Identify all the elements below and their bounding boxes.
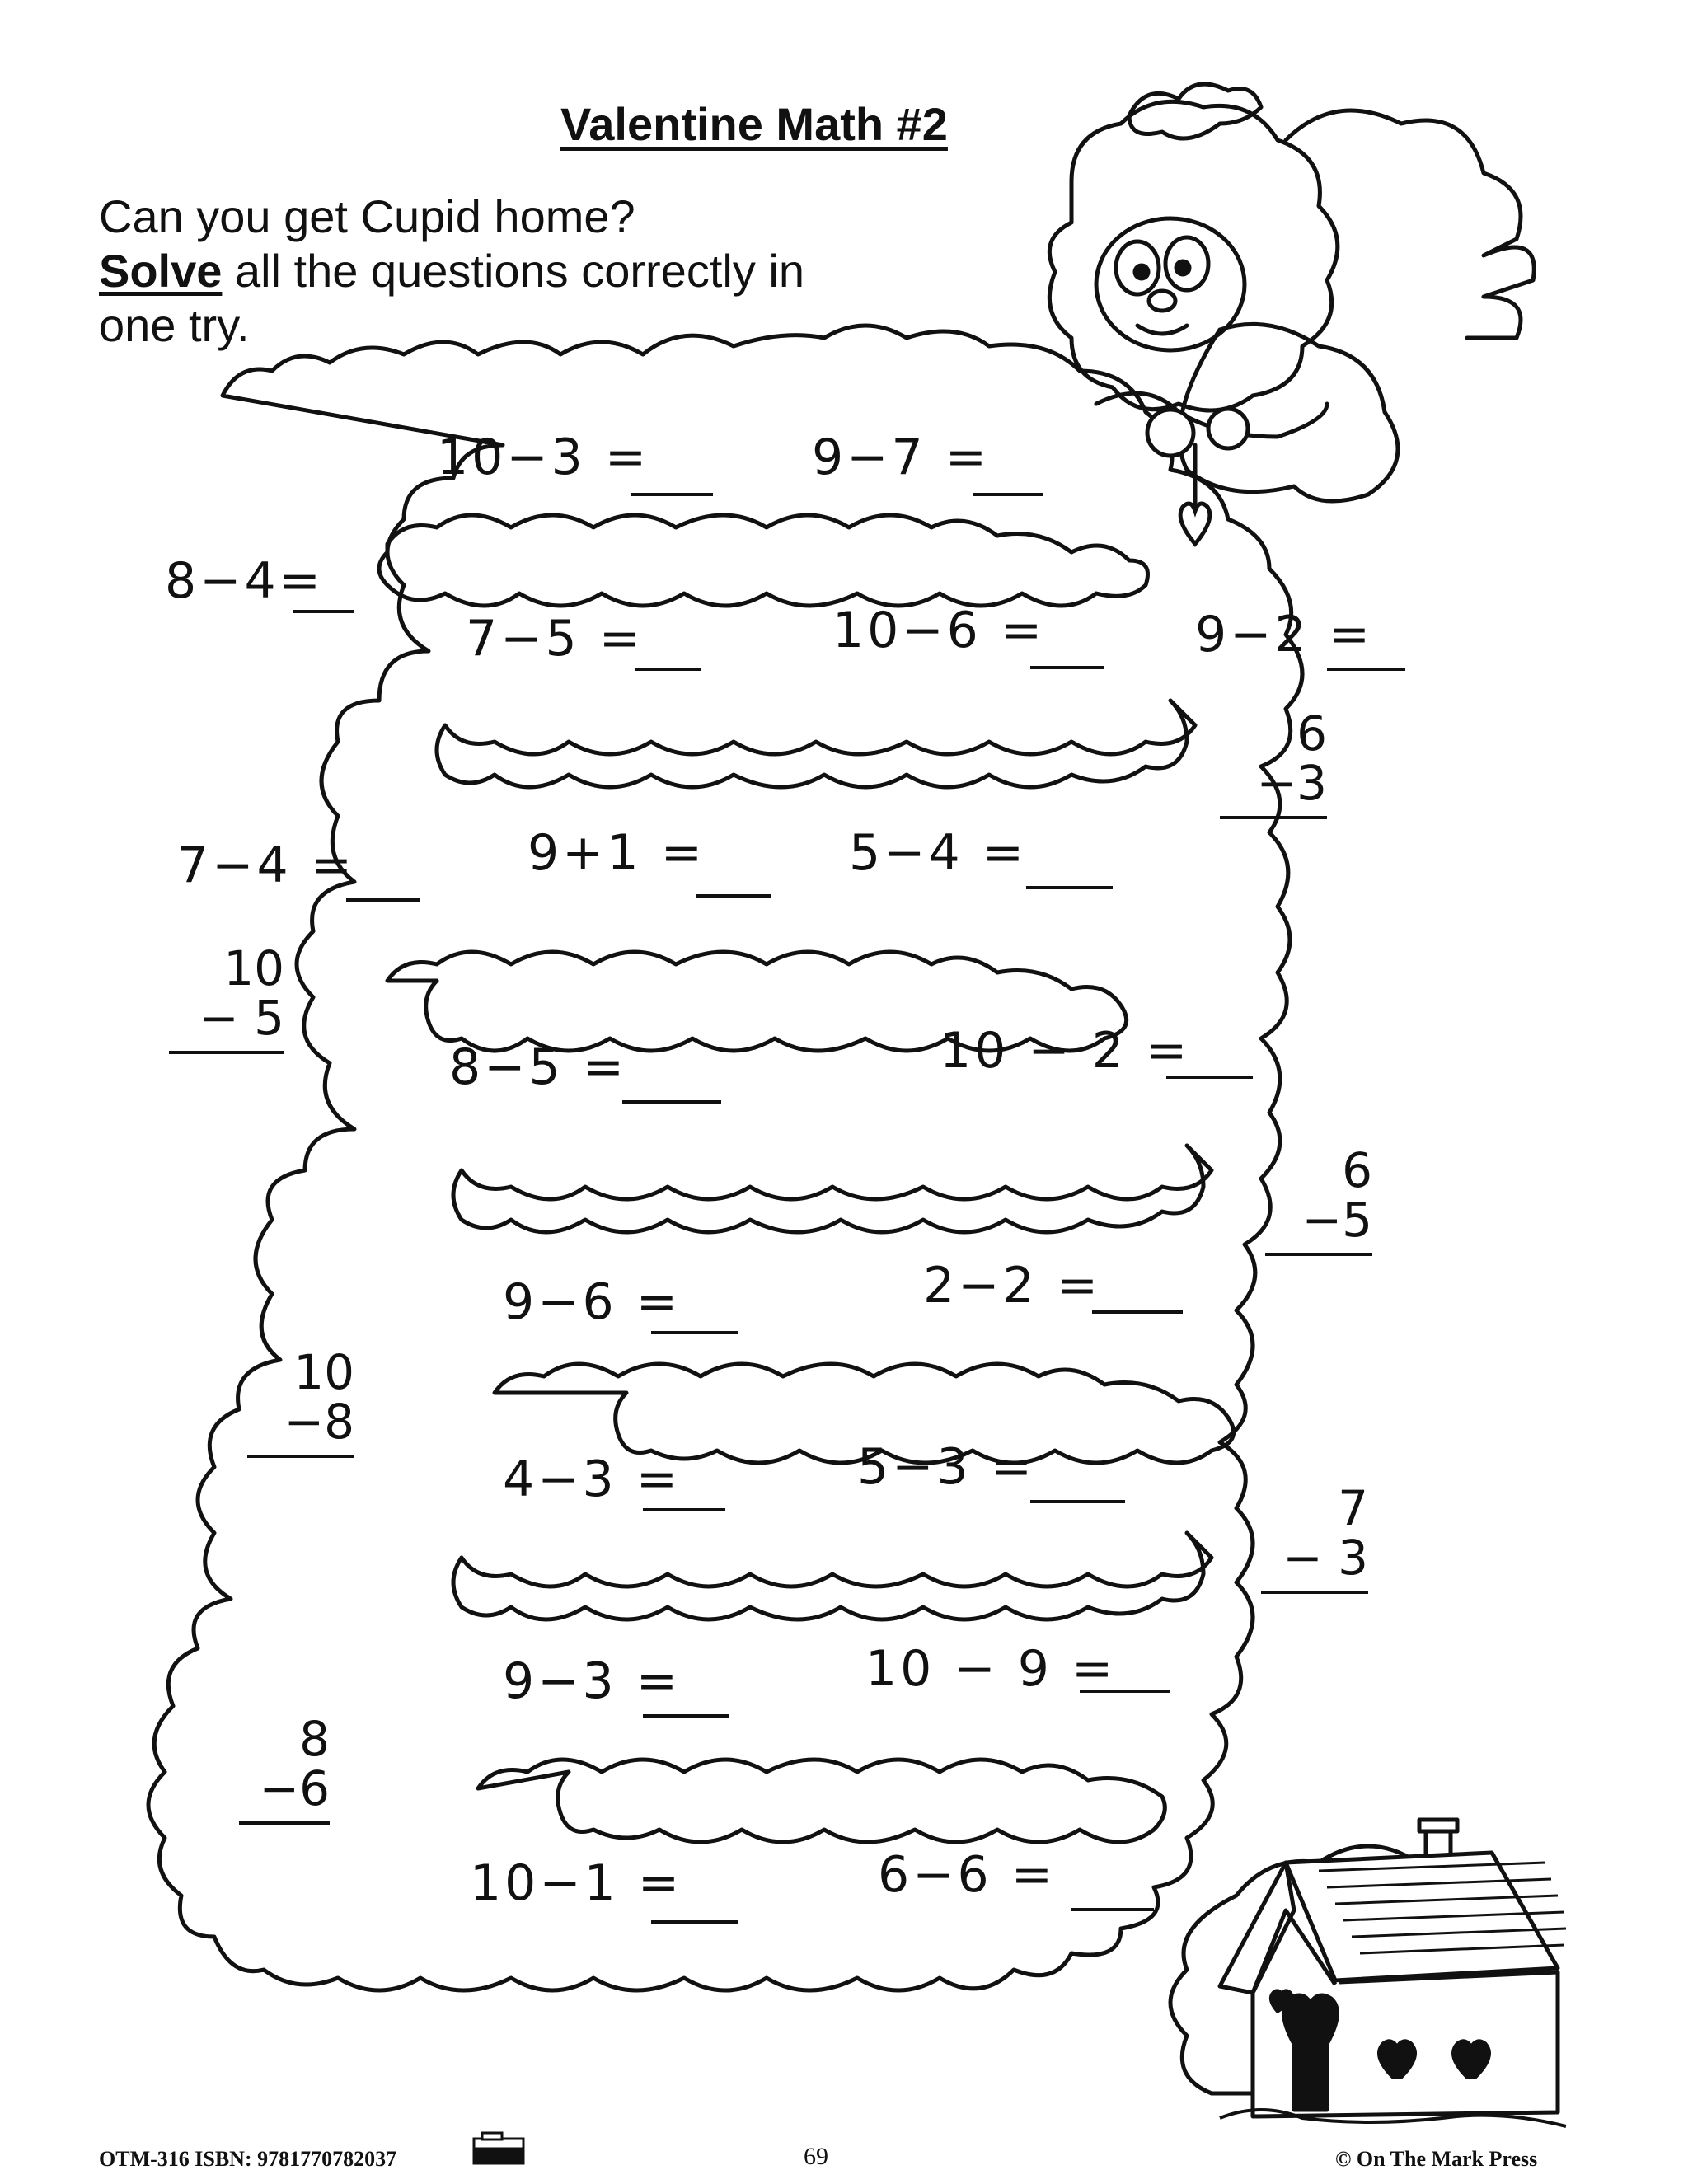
answer-blank-17[interactable] xyxy=(1080,1690,1170,1693)
vertical-problem-4-bottom: −8 xyxy=(284,1394,354,1450)
problem-3: 8−4= xyxy=(165,552,324,610)
problem-7: 7−4 = xyxy=(177,837,355,894)
problem-15: 5−3 = xyxy=(857,1438,1035,1496)
answer-blank-10[interactable] xyxy=(622,1100,721,1104)
vertical-problem-3-top: 6 xyxy=(1342,1142,1372,1198)
answer-blank-16[interactable] xyxy=(643,1714,729,1718)
answer-blank-15[interactable] xyxy=(1030,1500,1125,1503)
vertical-problem-6 xyxy=(239,1711,330,1825)
instruction-line-2-rest: all the questions correctly in xyxy=(222,245,804,297)
answer-blank-12[interactable] xyxy=(651,1331,738,1334)
cloud-wall-7 xyxy=(478,1760,1165,1842)
problem-11: 10 − 2 = xyxy=(940,1022,1191,1080)
footer-copyright: © On The Mark Press xyxy=(1335,2147,1538,2171)
problem-18: 10−1 = xyxy=(470,1854,683,1912)
instruction-line-1: Can you get Cupid home? xyxy=(99,190,635,242)
answer-blank-14[interactable] xyxy=(643,1508,725,1511)
vertical-problem-4-top: 10 xyxy=(293,1344,354,1400)
answer-blank-18[interactable] xyxy=(651,1920,738,1924)
problem-17: 10 − 9 = xyxy=(865,1640,1117,1698)
vertical-problem-3-bottom: −5 xyxy=(1301,1192,1372,1248)
problem-13: 2−2 = xyxy=(923,1257,1101,1315)
problem-4: 7−5 = xyxy=(466,610,644,668)
problem-2: 9−7 = xyxy=(812,429,990,486)
problem-19: 6−6 = xyxy=(878,1846,1056,1904)
answer-blank-8[interactable] xyxy=(696,894,771,898)
answer-blank-4[interactable] xyxy=(635,668,701,671)
vertical-problem-1-answer-line[interactable] xyxy=(1220,816,1327,819)
vertical-problem-1-bottom: −3 xyxy=(1256,755,1327,811)
vertical-problem-5 xyxy=(1261,1480,1368,1594)
vertical-problem-2-answer-line[interactable] xyxy=(169,1051,284,1054)
vertical-problem-2 xyxy=(169,940,284,1054)
problem-9: 5−4 = xyxy=(849,824,1027,882)
page-title: Valentine Math #2 xyxy=(560,98,948,150)
problem-8: 9+1 = xyxy=(528,824,706,882)
vertical-problem-5-answer-line[interactable] xyxy=(1261,1591,1368,1594)
vertical-problem-5-bottom: − 3 xyxy=(1282,1530,1368,1586)
answer-blank-13[interactable] xyxy=(1092,1310,1183,1314)
cloud-wall-4 xyxy=(453,1146,1212,1232)
problem-10: 8−5 = xyxy=(449,1038,627,1096)
answer-blank-3[interactable] xyxy=(293,610,354,613)
answer-blank-9[interactable] xyxy=(1026,886,1113,889)
vertical-problem-6-top: 8 xyxy=(299,1711,330,1767)
footer-product-code: OTM-316 ISBN: 9781770782037 xyxy=(99,2147,397,2171)
problem-14: 4−3 = xyxy=(503,1451,681,1508)
vertical-problem-1-top: 6 xyxy=(1296,705,1327,762)
answer-blank-5[interactable] xyxy=(1030,666,1104,669)
problem-6: 9−2 = xyxy=(1195,606,1373,663)
problem-5: 10−6 = xyxy=(832,602,1046,659)
vertical-problem-2-top: 10 xyxy=(223,940,284,996)
instruction-line-3: one try. xyxy=(99,299,250,351)
problem-1: 10−3 = xyxy=(437,429,650,486)
footer-page-number: 69 xyxy=(804,2143,828,2170)
heart-arrow-icon xyxy=(1180,504,1210,544)
cloud-wall-1 xyxy=(379,515,1148,606)
vertical-problem-5-top: 7 xyxy=(1338,1480,1368,1536)
problem-16: 9−3 = xyxy=(503,1652,681,1710)
answer-blank-7[interactable] xyxy=(346,898,420,902)
vertical-problem-1 xyxy=(1220,705,1327,819)
answer-blank-2[interactable] xyxy=(973,493,1043,496)
problem-12: 9−6 = xyxy=(503,1273,681,1331)
answer-blank-6[interactable] xyxy=(1327,668,1405,671)
vertical-problem-4-answer-line[interactable] xyxy=(247,1455,354,1458)
vertical-problem-6-answer-line[interactable] xyxy=(239,1821,330,1825)
vertical-problem-4 xyxy=(247,1344,354,1458)
vertical-problem-3 xyxy=(1265,1142,1372,1256)
house-illustration xyxy=(1170,1820,1566,2126)
vertical-problem-2-bottom: − 5 xyxy=(199,990,284,1046)
answer-blank-1[interactable] xyxy=(631,493,713,496)
answer-blank-11[interactable] xyxy=(1166,1076,1253,1079)
cupid-illustration xyxy=(1049,84,1534,536)
vertical-problem-3-answer-line[interactable] xyxy=(1265,1253,1372,1256)
cloud-wall-6 xyxy=(453,1533,1212,1619)
instruction-line-2 xyxy=(99,244,804,298)
solve-emphasis: Solve xyxy=(99,245,223,297)
vertical-problem-6-bottom: −6 xyxy=(259,1760,330,1816)
publisher-logo-icon xyxy=(474,2133,523,2163)
answer-blank-19[interactable] xyxy=(1071,1908,1154,1911)
cloud-wall-2 xyxy=(437,701,1195,787)
